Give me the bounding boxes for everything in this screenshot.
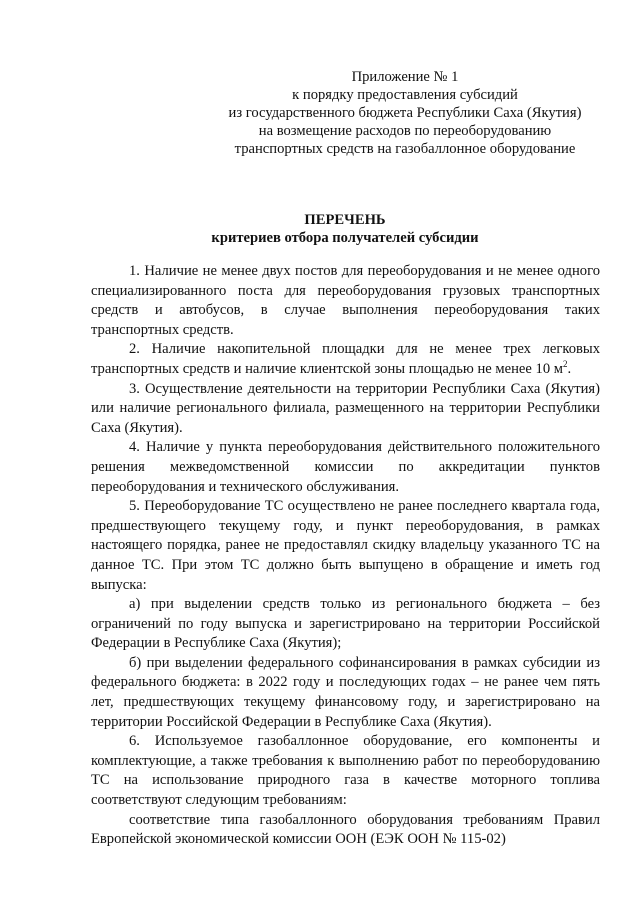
criterion-1: 1. Наличие не менее двух постов для переоборудования и не менее одного специализированного поста для переоборудования грузовых транспортных средств и автобусов, в случае выполнения переоборудования таких транспортных средств.: [91, 263, 600, 338]
criterion-5: 5. Переоборудование ТС осуществлено не ранее последнего квартала года, предшествующего текущему году, и пункт переоборудования, в рамках настоящего порядка, ранее не предоставлял скидку владельцу указанного ТС на данное ТС. При этом ТС должно быть выпущено в обращение и иметь год выпуска:: [91, 498, 600, 593]
document-subtitle: критериев отбора получателей субсидии: [211, 230, 479, 246]
criterion-5-a: а) при выделении средств только из регионального бюджета – без ограничений по году выпуска и зарегистрировано на территории Российской Федерации в Республике Саха (Якутия);: [91, 596, 600, 652]
appendix-line: на возмещение расходов по переоборудованию: [258, 123, 552, 139]
document-title: ПЕРЕЧЕНЬ: [304, 212, 386, 228]
appendix-line: к порядку предоставления субсидий: [292, 87, 518, 103]
superscript: 2: [563, 359, 568, 370]
criterion-6: 6. Используемое газобаллонное оборудование, его компоненты и комплектующие, а также требования к выполнению работ по переоборудованию ТС на использование природного газа в качестве моторного топлива соответствуют следующим требованиям:: [91, 733, 600, 809]
appendix-number: Приложение № 1: [351, 69, 459, 85]
criterion-5-b: б) при выделении федерального софинансирования в рамках субсидии из федерального бюджета: в 2022 году и последующих годах – не ранее чем пять лет, предшествующих текущему финансовому году, и зарегистрировано на территории Российской Федерации в Республике Саха (Якутия).: [91, 654, 600, 730]
criterion-2: [91, 340, 600, 379]
appendix-block: [200, 68, 610, 158]
criterion-2-text: 2. Наличие накопительной площадки для не менее трех легковых транспортных средств и наличие клиентской зоны площадью не менее 10 м: [91, 341, 600, 377]
criterion-3: 3. Осуществление деятельности на территории Республики Саха (Якутия) или наличие регионального филиала, размещенного на территории Республики Саха (Якутия).: [91, 380, 600, 436]
appendix-line: транспортных средств на газобаллонное оборудование: [234, 141, 576, 157]
appendix-line: из государственного бюджета Республики Саха (Якутия): [228, 105, 582, 121]
criterion-6-a: соответствие типа газобаллонного оборудования требованиям Правил Европейской экономической комиссии ООН (ЕЭК ООН № 115-02): [91, 811, 600, 848]
criterion-2-end: .: [567, 360, 572, 377]
criterion-4: 4. Наличие у пункта переоборудования действительного положительного решения межведомственной комиссии по аккредитации пунктов переоборудования и технического обслуживания.: [91, 439, 600, 495]
criteria-list: [91, 262, 600, 850]
